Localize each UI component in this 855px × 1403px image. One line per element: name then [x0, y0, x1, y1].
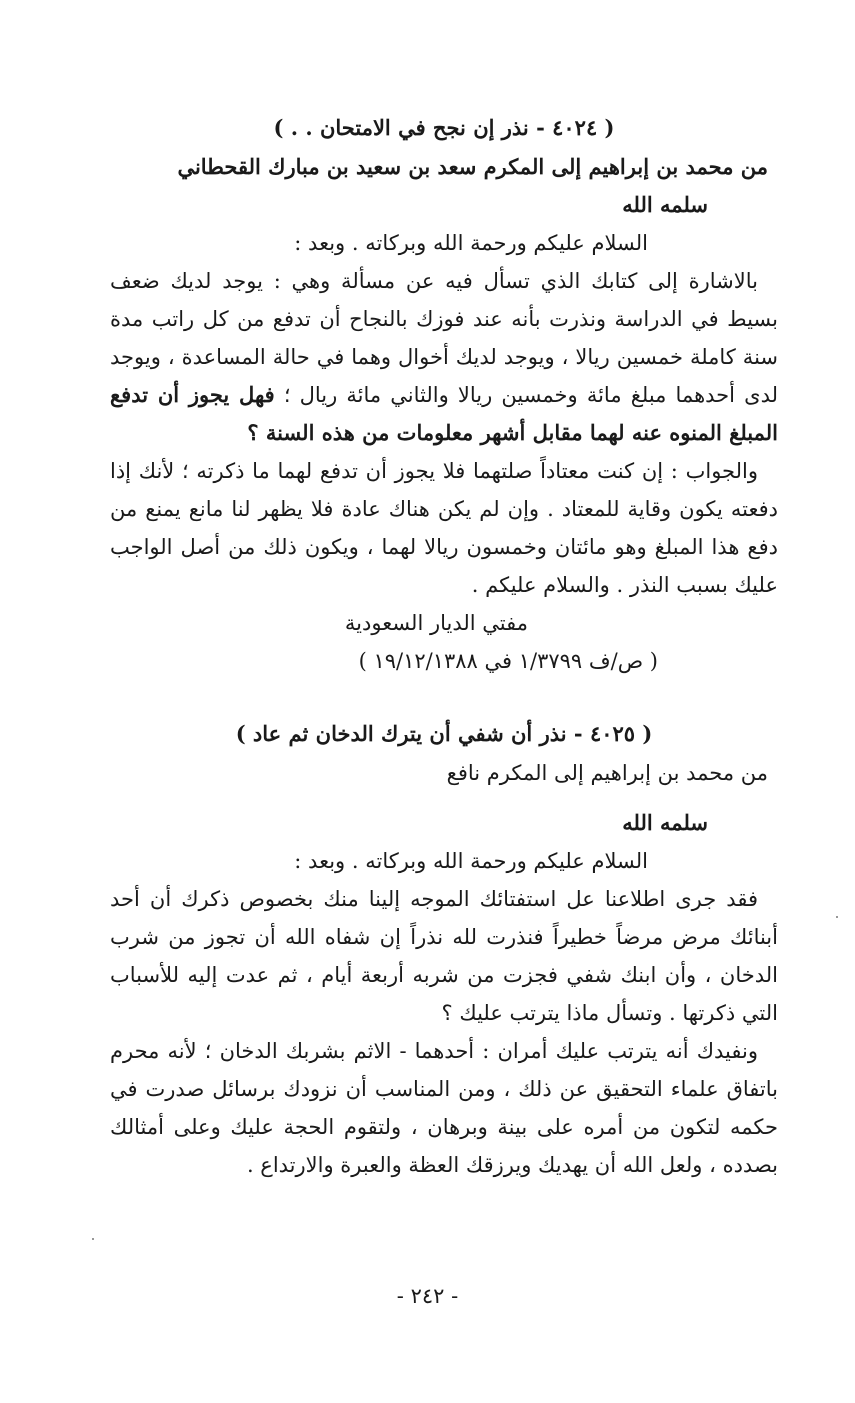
fatwa-4025-body-1: فقد جرى اطلاعنا عل استفتائك الموجه إلينا منك بخصوص ذكرك أن أحد أبنائك مرض مرضاً خطيراً فنذرت لله نذراً إن شفاه الله أن تجوز من شرب الدخان ، وأن ابنك شفي فجزت من شربه أربعة أيام ، ثم عدت إليه للأسباب التي ذكرتها . وتسأل ماذا يترتب عليك ؟ [110, 887, 778, 1025]
fatwa-4025-heading: ( ٤٠٢٥ - نذر أن شفي أن يترك الدخان ثم عاد ) [235, 721, 653, 746]
fatwa-4024-answer: والجواب : إن كنت معتاداً صلتهما فلا يجوز أن تدفع لهما ما ذكرته ؛ لأنك إذا دفعته يكون وقاية للمعتاد . وإن لم يكن هناك عادة فلا يظهر لنا مانع يمنع من دفع هذا المبلغ وهو مائتان وخمسون ريالا لهما ، ويكون ذلك من أصل الواجب عليك بسبب النذر . والسلام عليكم . [110, 459, 778, 597]
fatwa-4024-sender-line: من محمد بن إبراهيم إلى المكرم سعد بن سعيد بن مبارك القحطاني [177, 154, 768, 179]
fatwa-4024-heading: ( ٤٠٢٤ - نذر إن نجح في الامتحان . . ) [273, 115, 615, 140]
fatwa-4025-greeting: السلام عليكم ورحمة الله وبركاته . وبعد : [294, 849, 648, 873]
fatwa-4024-addressee-blessing: سلمه الله [622, 192, 708, 217]
fatwa-4024-reference: ( ص/ف ١/٣٧٩٩ في ١٩/١٢/١٣٨٨ ) [358, 649, 658, 673]
page-number: - ٢٤٢ - [396, 1284, 459, 1308]
fatwa-4025-sender-line: من محمد بن إبراهيم إلى المكرم نافع [446, 761, 768, 785]
fatwa-4024-question [110, 262, 778, 452]
fatwa-4024-greeting: السلام عليكم ورحمة الله وبركاته . وبعد : [294, 231, 648, 255]
section-gap [110, 680, 778, 714]
fatwa-4025-body-2: ونفيدك أنه يترتب عليك أمران : أحدهما - الاثم بشربك الدخان ؛ لأنه محرم باتفاق علماء التحقيق عن ذلك ، ومن المناسب أن نزودك برسائل صدرت في حكمه لتكون من أمره على بينة وبرهان ، ولتقوم الحجة عليك وعلى أمثالك بصدده ، ولعل الله أن يهديك ويرزقك العظة والعبرة والارتداع . [110, 1039, 778, 1177]
document-page [110, 108, 778, 1184]
fatwa-4024-question-bold: فهل يجوز أن تدفع المبلغ المنوه عنه لهما مقابل أشهر معلومات من هذه السنة ؟ [110, 382, 778, 445]
fatwa-4024-signature: مفتي الديار السعودية [344, 611, 528, 635]
fatwa-4024-question-text: بالاشارة إلى كتابك الذي تسأل فيه عن مسألة وهي : يوجد لديك ضعف بسيط في الدراسة ونذرت بأنه عند فوزك بالنجاح أن تدفع من كل راتب مدة سنة كاملة خمسين ريالا ، ويوجد لديك أخوال وهما في حالة المساعدة ، ويوجد لدى أحدهما مبلغ مائة وخمسين ريالا والثاني مائة ريال ؛ [110, 269, 778, 407]
scan-speck [836, 916, 838, 918]
fatwa-4025-addressee-blessing: سلمه الله [622, 810, 708, 835]
scan-speck [92, 1238, 94, 1240]
